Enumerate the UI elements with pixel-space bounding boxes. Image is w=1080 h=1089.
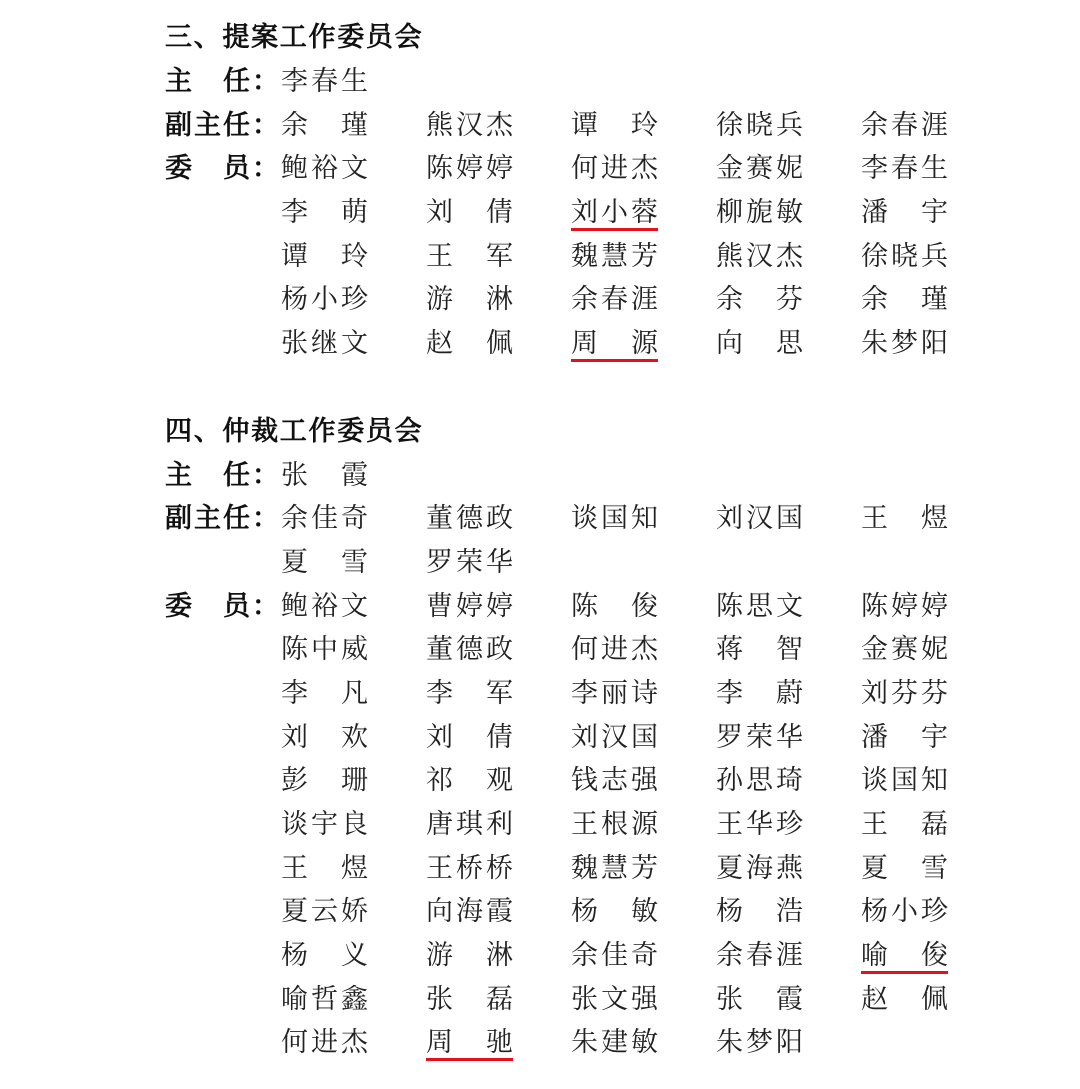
underlined-member-name: 刘小蓉 [571, 197, 658, 229]
section-proposal-committee [165, 16, 1006, 366]
vice-chair-row [165, 541, 1006, 585]
vice-chair-row [165, 103, 1006, 147]
member-name: 祁 观 [426, 765, 513, 797]
member-label: 委 员： [165, 590, 281, 622]
underlined-member-name: 喻 俊 [861, 940, 948, 972]
chair-name: 李春生 [281, 66, 368, 98]
member-name: 罗荣华 [716, 721, 803, 753]
member-name: 余春涯 [716, 940, 803, 972]
member-name: 陈婷婷 [426, 153, 513, 185]
member-row [165, 191, 1006, 235]
vice-chair-row [165, 497, 1006, 541]
member-name: 金赛妮 [716, 153, 803, 185]
member-row [165, 846, 1006, 890]
member-name: 李 凡 [281, 677, 368, 709]
chair-row [165, 453, 1006, 497]
member-name: 李春生 [861, 153, 948, 185]
member-name: 谭 玲 [281, 240, 368, 272]
vice-chair-name: 熊汉杰 [426, 109, 513, 141]
member-name: 张文强 [571, 983, 658, 1015]
member-row [165, 147, 1006, 191]
member-name: 蒋 智 [716, 634, 803, 666]
member-name: 陈思文 [716, 590, 803, 622]
member-name: 向 思 [716, 328, 803, 360]
vice-chair-name: 夏 雪 [281, 546, 368, 578]
vice-chair-name: 余 瑾 [281, 109, 368, 141]
member-name: 唐琪利 [426, 809, 513, 841]
member-name: 向海霞 [426, 896, 513, 928]
member-row [165, 278, 1006, 322]
document-page [165, 16, 1006, 1065]
member-name: 朱梦阳 [716, 1027, 803, 1059]
member-row [165, 759, 1006, 803]
member-name: 李丽诗 [571, 677, 658, 709]
section-title: 四、仲裁工作委员会 [165, 415, 424, 447]
member-name: 董德政 [426, 634, 513, 666]
chair-name: 张 霞 [281, 459, 368, 491]
member-name: 杨小珍 [281, 284, 368, 316]
member-name: 赵 佩 [861, 983, 948, 1015]
member-name: 鲍裕文 [281, 590, 368, 622]
member-name: 谈宇良 [281, 809, 368, 841]
member-name: 何进杰 [571, 153, 658, 185]
vice-chair-name: 余佳奇 [281, 503, 368, 535]
member-name: 王根源 [571, 809, 658, 841]
vice-chair-name: 罗荣华 [426, 546, 513, 578]
member-name: 鲍裕文 [281, 153, 368, 185]
section-title-row [165, 410, 1006, 454]
member-name: 李 军 [426, 677, 513, 709]
member-name: 潘 宇 [861, 721, 948, 753]
vice-chair-name: 谭 玲 [571, 109, 658, 141]
member-name: 魏慧芳 [571, 240, 658, 272]
member-name: 杨 敏 [571, 896, 658, 928]
member-name: 余春涯 [571, 284, 658, 316]
member-name: 李 蔚 [716, 677, 803, 709]
member-name: 潘 宇 [861, 197, 948, 229]
underlined-member-name: 周 源 [571, 328, 658, 360]
member-name: 杨 义 [281, 940, 368, 972]
member-name: 王 煜 [281, 852, 368, 884]
member-name: 游 淋 [426, 284, 513, 316]
member-name: 余佳奇 [571, 940, 658, 972]
member-label: 委 员： [165, 153, 281, 185]
member-name: 朱梦阳 [861, 328, 948, 360]
member-name: 谈国知 [861, 765, 948, 797]
member-name: 陈中威 [281, 634, 368, 666]
member-name: 何进杰 [281, 1027, 368, 1059]
member-name: 夏云娇 [281, 896, 368, 928]
member-row [165, 628, 1006, 672]
member-name: 彭 珊 [281, 765, 368, 797]
member-name: 喻哲鑫 [281, 983, 368, 1015]
chair-row [165, 60, 1006, 104]
member-name: 余 芬 [716, 284, 803, 316]
vice-chair-name: 余春涯 [861, 109, 948, 141]
member-name: 柳旎敏 [716, 197, 803, 229]
member-row [165, 322, 1006, 366]
vice-chair-label: 副主任： [165, 503, 281, 535]
member-name: 王华珍 [716, 809, 803, 841]
member-name: 夏 雪 [861, 852, 948, 884]
section-title: 三、提案工作委员会 [165, 22, 424, 54]
member-name: 陈 俊 [571, 590, 658, 622]
member-name: 王桥桥 [426, 852, 513, 884]
vice-chair-label: 副主任： [165, 109, 281, 141]
member-row [165, 715, 1006, 759]
member-name: 刘 欢 [281, 721, 368, 753]
member-row [165, 1021, 1006, 1065]
member-name: 李 萌 [281, 197, 368, 229]
member-name: 金赛妮 [861, 634, 948, 666]
member-row [165, 584, 1006, 628]
member-name: 魏慧芳 [571, 852, 658, 884]
member-name: 徐晓兵 [861, 240, 948, 272]
member-name: 赵 佩 [426, 328, 513, 360]
section-arbitration-committee [165, 410, 1006, 1065]
member-name: 刘汉国 [571, 721, 658, 753]
member-name: 王 军 [426, 240, 513, 272]
vice-chair-name: 刘汉国 [716, 503, 803, 535]
member-name: 朱建敏 [571, 1027, 658, 1059]
member-row [165, 672, 1006, 716]
underlined-member-name: 周 驰 [426, 1027, 513, 1059]
member-name: 孙思琦 [716, 765, 803, 797]
member-name: 杨小珍 [861, 896, 948, 928]
member-name: 刘 倩 [426, 721, 513, 753]
member-name: 刘 倩 [426, 197, 513, 229]
member-name: 熊汉杰 [716, 240, 803, 272]
member-name: 张继文 [281, 328, 368, 360]
member-name: 王 磊 [861, 809, 948, 841]
member-name: 余 瑾 [861, 284, 948, 316]
member-name: 曹婷婷 [426, 590, 513, 622]
chair-label: 主 任： [165, 66, 281, 98]
member-row [165, 803, 1006, 847]
member-name: 杨 浩 [716, 896, 803, 928]
member-name: 钱志强 [571, 765, 658, 797]
vice-chair-name: 王 煜 [861, 503, 948, 535]
vice-chair-name: 谈国知 [571, 503, 658, 535]
member-row [165, 934, 1006, 978]
chair-label: 主 任： [165, 459, 281, 491]
member-name: 何进杰 [571, 634, 658, 666]
member-name: 张 霞 [716, 983, 803, 1015]
member-name: 夏海燕 [716, 852, 803, 884]
member-name: 陈婷婷 [861, 590, 948, 622]
member-name: 刘芬芬 [861, 677, 948, 709]
section-title-row [165, 16, 1006, 60]
vice-chair-name: 董德政 [426, 503, 513, 535]
member-row [165, 890, 1006, 934]
member-name: 游 淋 [426, 940, 513, 972]
member-row [165, 234, 1006, 278]
member-row [165, 977, 1006, 1021]
member-name: 张 磊 [426, 983, 513, 1015]
vice-chair-name: 徐晓兵 [716, 109, 803, 141]
